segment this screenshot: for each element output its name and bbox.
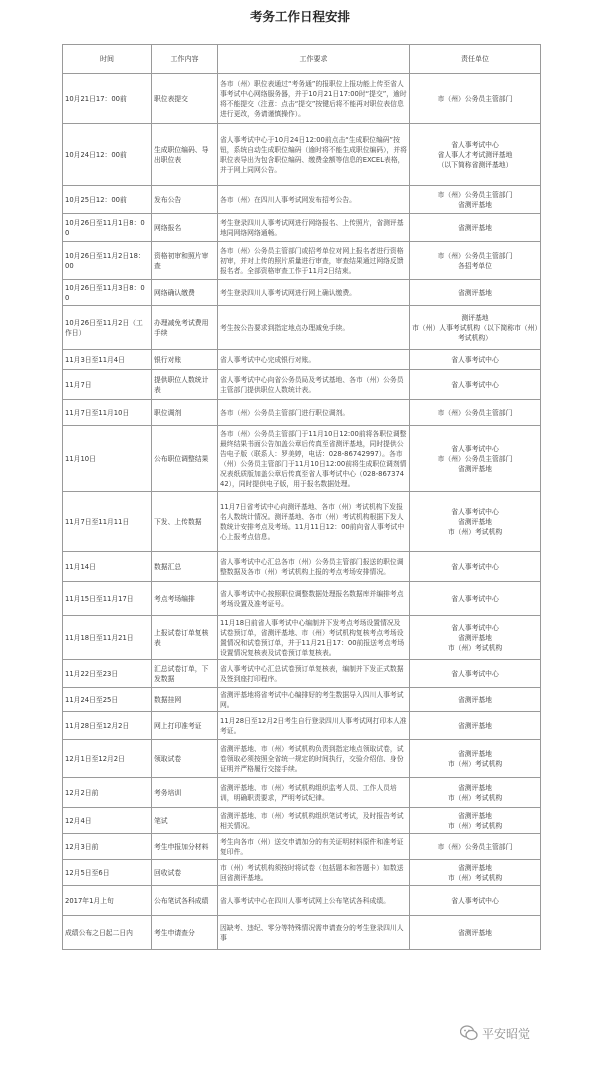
cell-responsible-unit: 省人事考试中心 [410, 350, 541, 370]
cell-time: 10月26日至11月1日8：00 [63, 214, 152, 242]
cell-time: 11月14日 [63, 552, 152, 582]
cell-requirement: 省人事考试中心在四川人事考试网上公布笔试各科成绩。 [218, 886, 410, 916]
cell-task: 生成职位编码、导出职位表 [152, 124, 218, 186]
cell-task: 数据汇总 [152, 552, 218, 582]
cell-requirement: 考生按公告要求到指定地点办理减免手续。 [218, 306, 410, 350]
cell-task: 银行对账 [152, 350, 218, 370]
cell-task: 汇总试卷订单，下发数据 [152, 660, 218, 688]
cell-responsible-unit: 省人事考试中心 省测评基地 市（州）考试机构 [410, 492, 541, 552]
cell-time: 11月7日 [63, 370, 152, 400]
cell-requirement: 11月7日省考试中心向测评基地、各市（州）考试机构下发报名人数统计情况。测评基地、各市（州）考试机构根据下发人数统计安排考点及考场。11月11日12：00前向省人事考试中心上报考点信息。 [218, 492, 410, 552]
cell-time: 10月21日17：00前 [63, 74, 152, 124]
cell-responsible-unit: 省测评基地 [410, 916, 541, 950]
cell-responsible-unit: 省人事考试中心 [410, 370, 541, 400]
table-row [63, 186, 541, 214]
cell-responsible-unit: 测评基地 市（州）人事考试机构（以下简称市（州）考试机构） [410, 306, 541, 350]
page-title: 考务工作日程安排 [249, 9, 350, 24]
cell-task: 公布职位调整结果 [152, 426, 218, 492]
cell-responsible-unit: 市（州）公务员主管部门 省测评基地 [410, 186, 541, 214]
cell-requirement: 11月28日至12月2日考生自行登录四川人事考试网打印本人准考证。 [218, 712, 410, 740]
header-task: 工作内容 [152, 45, 218, 74]
cell-time: 成绩公布之日起二日内 [63, 916, 152, 950]
cell-responsible-unit: 市（州）公务员主管部门 [410, 74, 541, 124]
cell-task: 公布笔试各科成绩 [152, 886, 218, 916]
cell-time: 11月15日至11月17日 [63, 582, 152, 616]
cell-time: 11月3日至11月4日 [63, 350, 152, 370]
header-responsible-unit: 责任单位 [410, 45, 541, 74]
cell-responsible-unit: 省人事考试中心 省人事人才考试测评基地 （以下简称省测评基地） [410, 124, 541, 186]
cell-requirement: 省测评基地将省考试中心编排好的考生数据导入四川人事考试网。 [218, 688, 410, 712]
cell-requirement: 各市（州）职位表通过“考务通”的报职位上报功能上传至省人事考试中心网络服务器，并于10月21日17:00时“提交”，逾时将不能提交（注意：点击“提交”按键后将不能再对职位表信息进行更改，务请谨慎操作）。 [218, 74, 410, 124]
cell-task: 笔试 [152, 808, 218, 834]
cell-time: 11月22日至23日 [63, 660, 152, 688]
cell-time: 10月26日至11月2日18：00 [63, 242, 152, 280]
cell-responsible-unit: 省人事考试中心 市（州）公务员主管部门 省测评基地 [410, 426, 541, 492]
cell-task: 回收试卷 [152, 860, 218, 886]
table-row [63, 616, 541, 660]
cell-task: 办理减免考试费用手续 [152, 306, 218, 350]
cell-responsible-unit: 省测评基地 [410, 688, 541, 712]
cell-requirement: 省人事考试中心完成银行对账。 [218, 350, 410, 370]
cell-time: 10月25日12：00前 [63, 186, 152, 214]
cell-task: 考务培训 [152, 778, 218, 808]
cell-task: 上报试卷订单复核表 [152, 616, 218, 660]
cell-requirement: 省测评基地、市（州）考试机构组织笔试考试，及时报告考试相关情况。 [218, 808, 410, 834]
header-requirement: 工作要求 [218, 45, 410, 74]
cell-responsible-unit: 省测评基地 [410, 214, 541, 242]
cell-responsible-unit: 市（州）公务员主管部门 [410, 400, 541, 426]
cell-task: 网上打印准考证 [152, 712, 218, 740]
cell-requirement: 各市（州）公务员主管部门于11月10日12:00前将各职位调整最终结果书面公告加盖公章后传真至省测评基地，同时提供公告电子版（联系人：罗美婷，电话：028-86742997）。各市（州）公务员主管部门于11月10日12:00前将生成职位调剂情况表纸质版加盖公章后传真至省人事考试中心（028-86737442），同时提供电子版，用于报名数据处理。 [218, 426, 410, 492]
table-row [63, 860, 541, 886]
cell-time: 12月5日至6日 [63, 860, 152, 886]
cell-time: 10月26日至11月3日8：00 [63, 280, 152, 306]
cell-requirement: 各市（州）公务员主管部门或招考单位对网上报名者进行资格初审，并对上传的照片质量进行审查，审查结果通过网络反馈报名者。全部资格审查工作于11月2日结束。 [218, 242, 410, 280]
cell-time: 12月4日 [63, 808, 152, 834]
table-row [63, 124, 541, 186]
cell-responsible-unit: 省测评基地 [410, 712, 541, 740]
cell-time: 11月10日 [63, 426, 152, 492]
table-row [63, 214, 541, 242]
table-row [63, 886, 541, 916]
cell-time: 10月26日至11月2日（工作日） [63, 306, 152, 350]
cell-time: 11月7日至11月11日 [63, 492, 152, 552]
cell-responsible-unit: 省测评基地 市（州）考试机构 [410, 808, 541, 834]
cell-task: 提供职位人数统计表 [152, 370, 218, 400]
table-row [63, 834, 541, 860]
cell-requirement: 省测评基地、市（州）考试机构组织监考人员、工作人员培训，明确职责要求，严明考试纪律。 [218, 778, 410, 808]
cell-requirement: 考生登录四川人事考试网进行网络报名、上传照片，省测评基地同网络网络通畅。 [218, 214, 410, 242]
cell-requirement: 各市（州）公务员主管部门进行职位调剂。 [218, 400, 410, 426]
table-row [63, 740, 541, 778]
cell-requirement: 省人事考试中心向省公务员局及考试基地、各市（州）公务员主管部门提供职位人数统计表。 [218, 370, 410, 400]
cell-time: 12月1日至12月2日 [63, 740, 152, 778]
cell-responsible-unit: 省测评基地 市（州）考试机构 [410, 860, 541, 886]
table-row [63, 370, 541, 400]
cell-time: 11月24日至25日 [63, 688, 152, 712]
cell-task: 发布公告 [152, 186, 218, 214]
cell-responsible-unit: 市（州）公务员主管部门 [410, 834, 541, 860]
cell-task: 下发、上传数据 [152, 492, 218, 552]
cell-time: 11月28日至12月2日 [63, 712, 152, 740]
watermark [460, 1022, 590, 1044]
wechat-icon [460, 1025, 478, 1041]
table-row [63, 350, 541, 370]
cell-requirement: 各市（州）在四川人事考试网发布招考公告。 [218, 186, 410, 214]
header-time: 时间 [63, 45, 152, 74]
cell-task: 考生申请查分 [152, 916, 218, 950]
table-row [63, 400, 541, 426]
cell-time: 12月3日前 [63, 834, 152, 860]
cell-requirement: 省人事考试中心按照职位调整数据处理报名数据库并编排考点考场设置及准考证号。 [218, 582, 410, 616]
cell-requirement: 因缺考、违纪、零分等特殊情况需申请查分的考生登录四川人事 [218, 916, 410, 950]
cell-task: 考生申报加分材料 [152, 834, 218, 860]
table-row [63, 426, 541, 492]
cell-time: 2017年1月上旬 [63, 886, 152, 916]
cell-responsible-unit: 省人事考试中心 [410, 552, 541, 582]
table-row [63, 492, 541, 552]
table-row [63, 808, 541, 834]
cell-task: 网络确认缴费 [152, 280, 218, 306]
cell-responsible-unit: 省人事考试中心 省测评基地 市（州）考试机构 [410, 616, 541, 660]
cell-task: 职位调剂 [152, 400, 218, 426]
cell-requirement: 考生登录四川人事考试网进行网上确认缴费。 [218, 280, 410, 306]
cell-responsible-unit: 省测评基地 市（州）考试机构 [410, 740, 541, 778]
table-row [63, 688, 541, 712]
table-header-row [63, 45, 541, 74]
cell-task: 考点考场编排 [152, 582, 218, 616]
cell-task: 职位表提交 [152, 74, 218, 124]
cell-responsible-unit: 省人事考试中心 [410, 886, 541, 916]
table-row [63, 582, 541, 616]
cell-requirement: 考生向各市（州）送交申请加分的有关证明材料原件和准考证复印件。 [218, 834, 410, 860]
cell-time: 11月7日至11月10日 [63, 400, 152, 426]
cell-requirement: 市（州）考试机构须按时将试卷（包括题本和答题卡）如数送回省测评基地。 [218, 860, 410, 886]
table-row [63, 660, 541, 688]
cell-task: 数据挂网 [152, 688, 218, 712]
cell-requirement: 省人事考试中心于10月24日12:00前点击“生成职位编码”按钮，系统自动生成职位编码（逾时将不能生成职位编码），并将职位表导出为包含职位编码、缴费金额等信息的EXCEL表格，并于网上同网公告。 [218, 124, 410, 186]
cell-time: 12月2日前 [63, 778, 152, 808]
cell-requirement: 11月18日前省人事考试中心编制并下发考点考场设置情况及试卷预订单，省测评基地、市（州）考试机构复核考点考场设置情况和试卷预订单，并于11月21日17：00前报送考点考场设置情况复核表及试卷预订单复核表。 [218, 616, 410, 660]
cell-responsible-unit: 省人事考试中心 [410, 582, 541, 616]
table-row [63, 552, 541, 582]
cell-responsible-unit: 市（州）公务员主管部门 各招考单位 [410, 242, 541, 280]
table-row [63, 916, 541, 950]
cell-requirement: 省人事考试中心汇总各市（州）公务员主管部门报送的职位调整数据及各市（州）考试机构上报的考点考场安排情况。 [218, 552, 410, 582]
table-row [63, 778, 541, 808]
watermark-text: 平安昭觉 [482, 1026, 531, 1041]
schedule-table [62, 44, 541, 950]
cell-time: 10月24日12：00前 [63, 124, 152, 186]
table-row [63, 280, 541, 306]
cell-requirement: 省测评基地、市（州）考试机构负责到指定地点领取试卷，试卷领取必须按照全省统一规定的时间执行，交验介绍信、身份证明并严格履行交接手续。 [218, 740, 410, 778]
cell-task: 资格初审和照片审查 [152, 242, 218, 280]
cell-task: 网络报名 [152, 214, 218, 242]
cell-responsible-unit: 省测评基地 市（州）考试机构 [410, 778, 541, 808]
table-row [63, 74, 541, 124]
table-row [63, 712, 541, 740]
cell-time: 11月18日至11月21日 [63, 616, 152, 660]
table-row [63, 242, 541, 280]
cell-responsible-unit: 省测评基地 [410, 280, 541, 306]
table-row [63, 306, 541, 350]
cell-requirement: 省人事考试中心汇总试卷预订单复核表，编制并下发正式数据及签到座打印程序。 [218, 660, 410, 688]
cell-task: 领取试卷 [152, 740, 218, 778]
cell-responsible-unit: 省人事考试中心 [410, 660, 541, 688]
